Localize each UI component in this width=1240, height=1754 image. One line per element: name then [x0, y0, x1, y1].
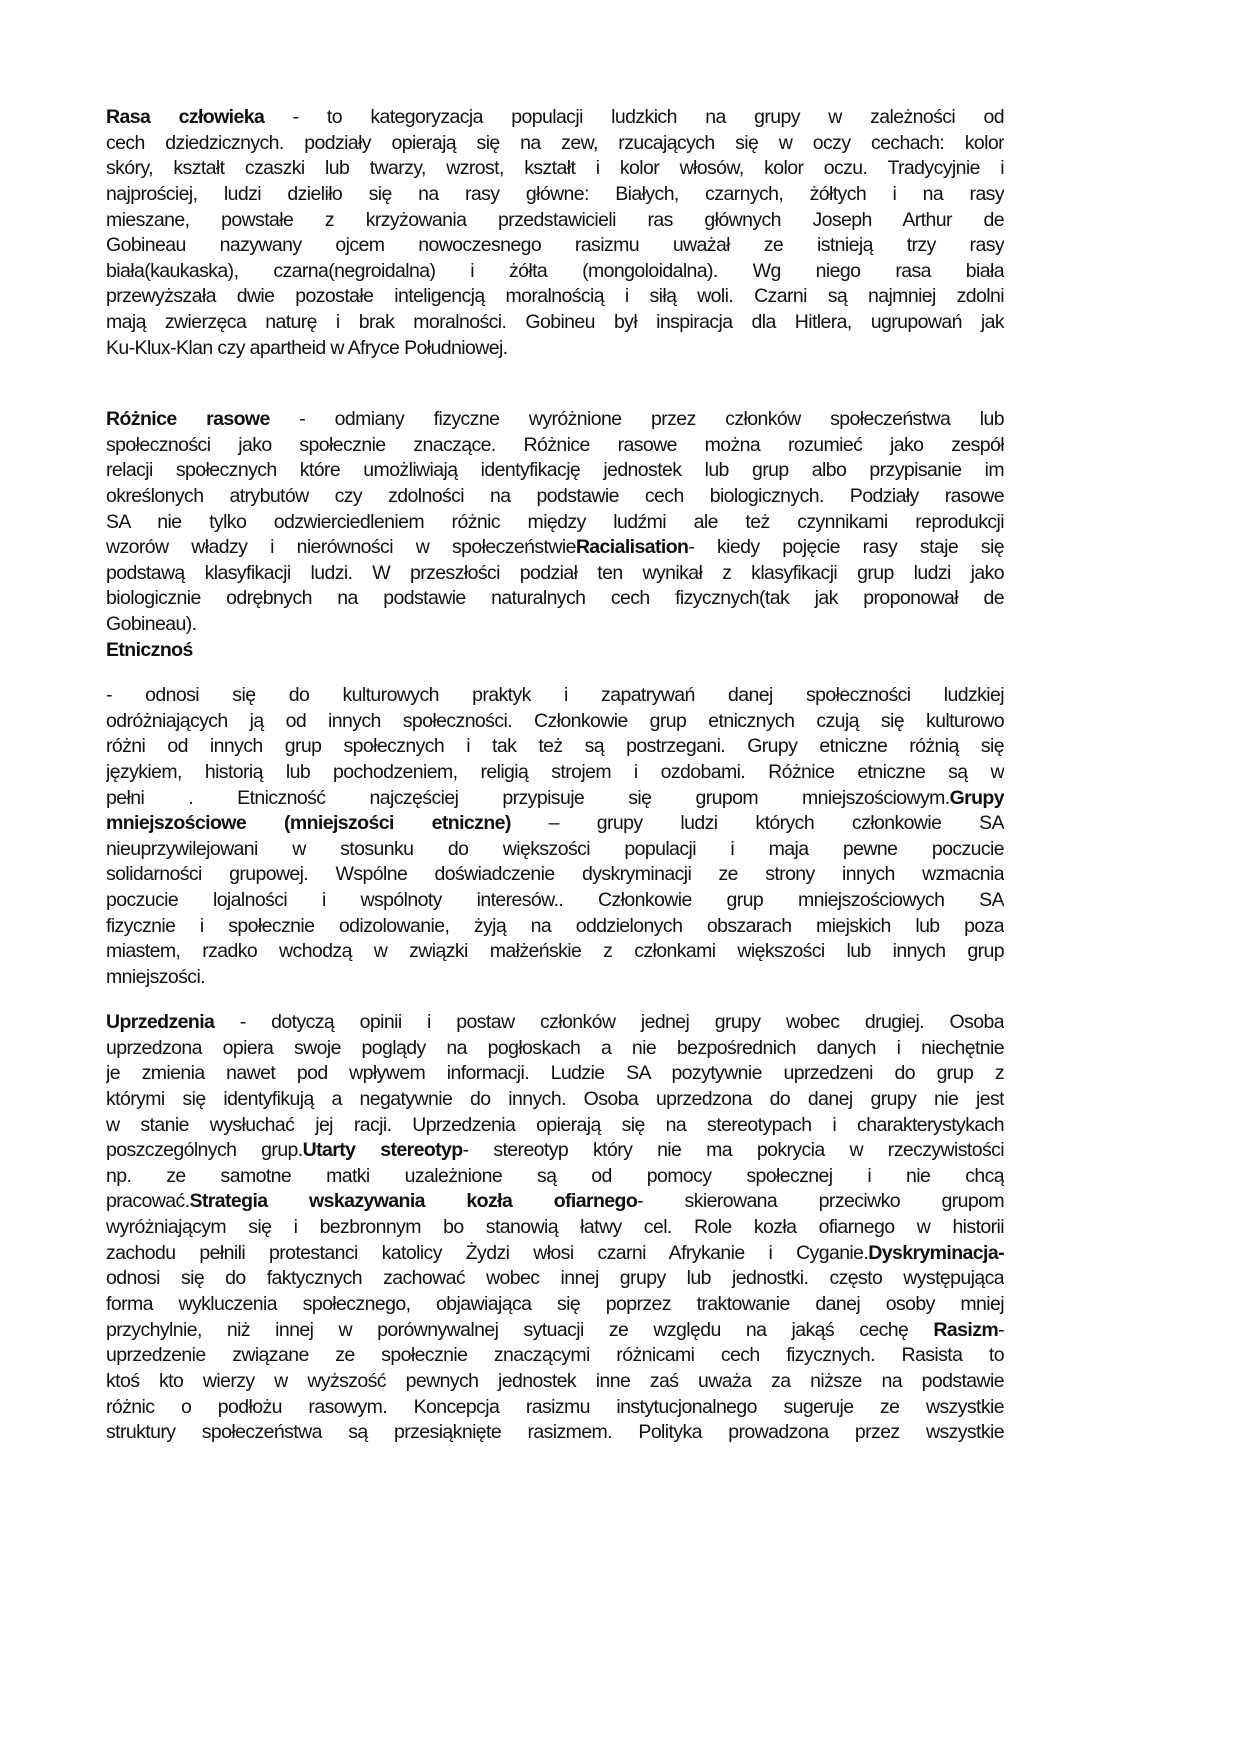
- text-line: [106, 1318, 1004, 1344]
- text-line: [106, 484, 1004, 510]
- bold-term: Racialisation: [575, 536, 689, 559]
- text-line: [106, 1215, 1004, 1241]
- text-segment: Ku-Klux-Klan czy apartheid w Afryce Południowej.: [106, 336, 508, 359]
- text-segment: wyróżniającym się i bezbronnym bo stanowią łatwy cel. Role kozła ofiarnego w historii: [106, 1216, 1004, 1239]
- text-line: [106, 760, 1004, 786]
- text-segment: nieuprzywilejowani w stosunku do większości populacji i maja pewne poczucie: [106, 837, 1004, 860]
- text-segment: pracować.: [106, 1190, 190, 1213]
- text-line: [106, 1189, 1004, 1215]
- text-segment: - odnosi się do kulturowych praktyk i zapatrywań danej społeczności ludzkiej: [106, 684, 1004, 706]
- text-line: [106, 1087, 1004, 1113]
- text-line: [106, 284, 1004, 310]
- text-line: [106, 433, 1004, 459]
- text-segment: - to kategoryzacja populacji ludzkich na grupy w zależności od: [264, 106, 1004, 128]
- text-segment: pełni . Etniczność najczęściej przypisuje się grupom mniejszościowym.: [106, 786, 950, 809]
- text-segment: - odmiany fizyczne wyróżnione przez członków społeczeństwa lub: [269, 408, 1004, 430]
- bold-term: Różnice rasowe: [106, 408, 270, 430]
- text-segment: skóry, kształt czaszki lub twarzy, wzrost, kształt i kolor włosów, kolor oczu. Tradycyjnie i: [106, 157, 1004, 180]
- text-line: [106, 259, 1004, 285]
- text-segment: społeczności jako społecznie znaczące. Różnice rasowe można rozumieć jako zespół: [106, 433, 1004, 456]
- text-line: [106, 1420, 1004, 1446]
- text-segment: którymi się identyfikują a negatywnie do innych. Osoba uprzedzona do danej grupy nie jest: [106, 1087, 1004, 1110]
- bold-term: Uprzedzenia: [106, 1011, 215, 1033]
- bold-term: Utarty stereotyp: [302, 1139, 463, 1162]
- text-line: [106, 407, 1004, 433]
- text-line: [106, 1164, 1004, 1190]
- text-line: [106, 734, 1004, 760]
- text-line: [106, 638, 1004, 664]
- text-segment: biała(kaukaska), czarna(negroidalna) i żółta (mongoloidalna). Wg niego rasa biała: [106, 259, 1004, 282]
- paragraph-roznice-rasowe: [106, 407, 1004, 663]
- text-segment: Gobineau nazywany ojcem nowoczesnego rasizmu uważał ze istnieją trzy rasy: [106, 234, 1004, 257]
- text-line: [106, 1010, 1004, 1036]
- text-line: [106, 1343, 1004, 1369]
- text-line: [106, 1138, 1004, 1164]
- text-line: [106, 1395, 1004, 1421]
- text-line: [106, 811, 1004, 837]
- text-segment: uprzedzona opiera swoje poglądy na pogłoskach a nie bezpośrednich danych i niechętnie: [106, 1036, 1004, 1059]
- text-line: [106, 208, 1004, 234]
- text-line: [106, 837, 1004, 863]
- text-segment: SA nie tylko odzwierciedleniem różnic między ludźmi ale też czynnikami reprodukcji: [106, 510, 1004, 533]
- bold-term: Strategia wskazywania kozła ofiarnego: [189, 1190, 638, 1213]
- text-segment: w stanie wysłuchać jej racji. Uprzedzenia opierają się na stereotypach i charakterystykach: [106, 1113, 1004, 1136]
- text-line: [106, 510, 1004, 536]
- text-segment: relacji społecznych które umożliwiają identyfikację jednostek lub grup albo przypisanie im: [106, 459, 1004, 482]
- text-segment: uprzedzenie związane ze społecznie znaczącymi różnicami cech fizycznych. Rasista to: [106, 1344, 1004, 1367]
- text-line: [106, 888, 1004, 914]
- text-line: [106, 1036, 1004, 1062]
- text-line: [106, 1241, 1004, 1267]
- text-segment: - skierowana przeciwko grupom: [637, 1190, 1004, 1213]
- text-segment: - kiedy pojęcie rasy staje się: [688, 536, 1004, 559]
- text-segment: podstawą klasyfikacji ludzi. W przeszłości podział ten wynikał z klasyfikacji grup ludzi jako: [106, 561, 1004, 584]
- text-line: [106, 1113, 1004, 1139]
- text-segment: Gobineau).: [106, 613, 197, 636]
- text-segment: solidarności grupowej. Wspólne doświadczenie dyskryminacji ze strony innych wzmacnia: [106, 863, 1004, 886]
- bold-term: Grupy: [949, 786, 1004, 809]
- text-segment: zachodu pełnili protestanci katolicy Żydzi włosi czarni Afrykanie i Cyganie.: [106, 1241, 869, 1264]
- text-segment: poczucie lojalności i wspólnoty interesów.. Członkowie grup mniejszościowych SA: [106, 889, 1004, 912]
- text-segment: je zmienia nawet pod wpływem informacji. Ludzie SA pozytywnie uprzedzeni do grup z: [106, 1062, 1004, 1085]
- text-line: [106, 561, 1004, 587]
- text-line: [106, 458, 1004, 484]
- text-segment: różni od innych grup społecznych i tak też są postrzegani. Grupy etniczne różnią się: [106, 735, 1004, 758]
- text-segment: ktoś kto wierzy w wyższość pewnych jednostek inne zaś uważa za niższe na podstawie: [106, 1369, 1004, 1392]
- text-segment: przewyższała dwie pozostałe inteligencją moralnością i siłą woli. Czarni są najmniej zdolni: [106, 285, 1004, 308]
- paragraph-etnicznosc: [106, 683, 1004, 991]
- text-segment: struktury społeczeństwa są przesiąknięte rasizmem. Polityka prowadzona przez wszystkie: [106, 1421, 1004, 1444]
- text-line: [106, 1369, 1004, 1395]
- text-line: [106, 336, 1004, 362]
- text-line: [106, 612, 1004, 638]
- text-segment: różnic o podłożu rasowym. Koncepcja rasizmu instytucjonalnego sugeruje ze wszystkie: [106, 1395, 1004, 1418]
- text-line: [106, 105, 1004, 131]
- text-segment: – grupy ludzi których członkowie SA: [510, 812, 1004, 835]
- text-line: [106, 709, 1004, 735]
- text-segment: wzorów władzy i nierówności w społeczeństwie: [106, 536, 576, 559]
- text-line: [106, 939, 1004, 965]
- bold-term: Etnicznoś: [106, 638, 193, 661]
- text-line: [106, 310, 1004, 336]
- text-segment: miastem, rzadko wchodzą w związki małżeńskie z członkami większości lub innych grup: [106, 940, 1004, 963]
- text-segment: mniejszości.: [106, 966, 205, 989]
- text-line: [106, 182, 1004, 208]
- paragraph-uprzedzenia: [106, 1010, 1004, 1446]
- bold-term: Rasa człowieka: [106, 106, 265, 128]
- text-line: [106, 862, 1004, 888]
- text-line: [106, 1292, 1004, 1318]
- paragraph-rasa-czlowieka: [106, 105, 1004, 361]
- text-line: [106, 535, 1004, 561]
- text-segment: najprościej, ludzi dzieliło się na rasy główne: Białych, czarnych, żółtych i na rasy: [106, 182, 1004, 205]
- text-segment: biologicznie odrębnych na podstawie naturalnych cech fizycznych(tak jak proponował de: [106, 587, 1004, 610]
- text-segment: odróżniających ją od innych społeczności. Członkowie grup etnicznych czują się kulturowo: [106, 709, 1004, 732]
- text-segment: poszczególnych grup.: [106, 1139, 303, 1162]
- text-segment: odnosi się do faktycznych zachować wobec innej grupy lub jednostki. często występująca: [106, 1267, 1004, 1290]
- text-segment: cech dziedzicznych. podziały opierają się na zew, rzucających się w oczy cechach: kolor: [106, 131, 1004, 154]
- text-line: [106, 586, 1004, 612]
- text-line: [106, 683, 1004, 709]
- bold-term: Rasizm: [933, 1318, 999, 1341]
- text-segment: określonych atrybutów czy zdolności na podstawie cech biologicznych. Podziały rasowe: [106, 484, 1004, 507]
- text-line: [106, 914, 1004, 940]
- text-line: [106, 965, 1004, 991]
- text-segment: fizycznie i społecznie odizolowanie, żyją na oddzielonych obszarach miejskich lub poza: [106, 914, 1004, 937]
- text-segment: np. ze samotne matki uzależnione są od pomocy społecznej i nie chcą: [106, 1164, 1004, 1187]
- text-line: [106, 1266, 1004, 1292]
- text-segment: forma wykluczenia społecznego, objawiająca się poprzez traktowanie danej osoby mniej: [106, 1293, 1004, 1316]
- text-segment: -: [998, 1318, 1004, 1341]
- text-segment: przychylnie, niż innej w porównywalnej sytuacji ze względu na jakąś cechę: [106, 1318, 934, 1341]
- text-line: [106, 786, 1004, 812]
- text-segment: językiem, historią lub pochodzeniem, religią strojem i ozdobami. Różnice etniczne są w: [106, 760, 1004, 783]
- text-segment: mieszane, powstałe z krzyżowania przedstawicieli ras głównych Joseph Arthur de: [106, 208, 1004, 231]
- text-line: [106, 233, 1004, 259]
- text-segment: mają zwierzęca naturę i brak moralności. Gobineu był inspiracja dla Hitlera, ugrupowań jak: [106, 311, 1004, 334]
- bold-term: mniejszościowe (mniejszości etniczne): [106, 812, 511, 835]
- text-line: [106, 1061, 1004, 1087]
- text-line: [106, 156, 1004, 182]
- bold-term: Dyskryminacja-: [868, 1241, 1004, 1264]
- text-line: [106, 131, 1004, 157]
- text-segment: - stereotyp który nie ma pokrycia w rzeczywistości: [462, 1139, 1004, 1162]
- text-segment: - dotyczą opinii i postaw członków jednej grupy wobec drugiej. Osoba: [214, 1011, 1004, 1033]
